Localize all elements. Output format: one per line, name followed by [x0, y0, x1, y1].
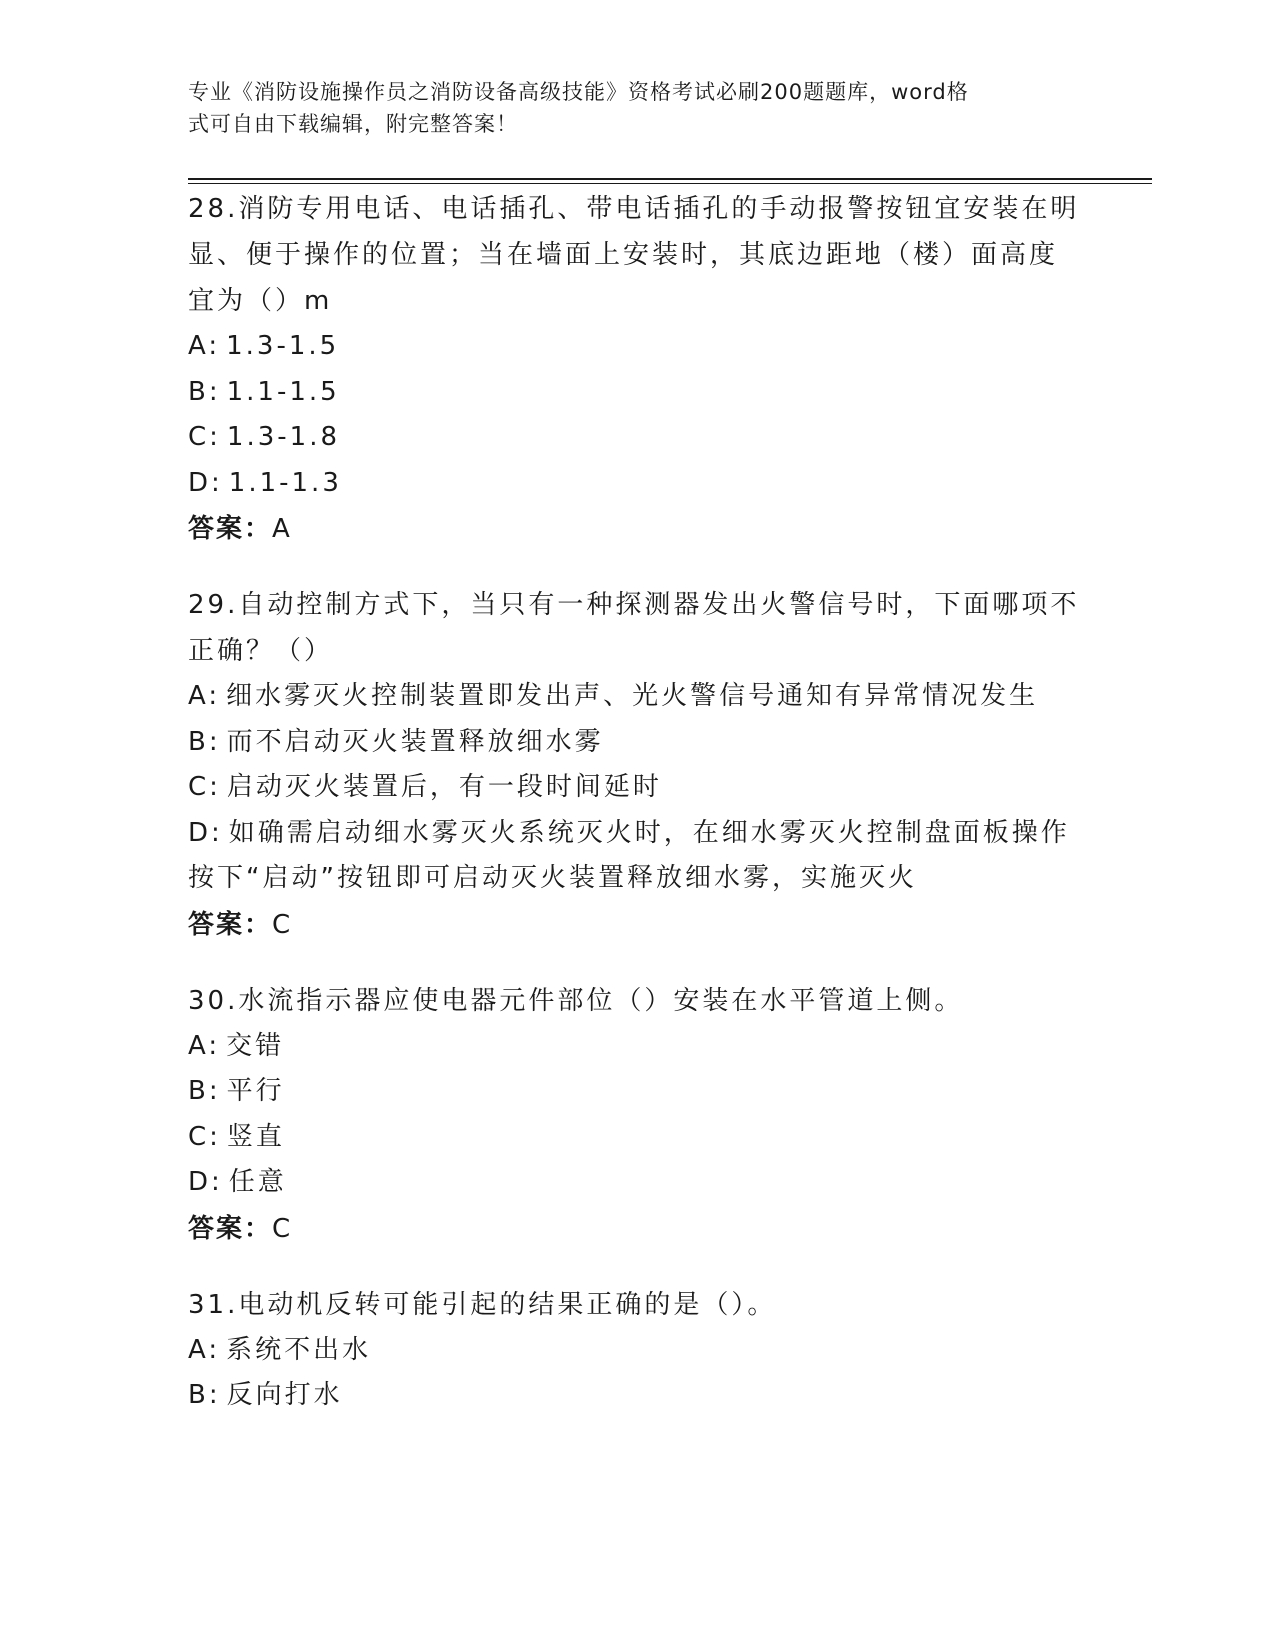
option-text: 交错 — [226, 1030, 285, 1061]
option-text: 细水雾灭火控制装置即发出声、光火警信号通知有异常情况发生 — [226, 681, 1039, 711]
document-header — [188, 76, 1068, 140]
option-d — [188, 811, 1088, 857]
question-list — [188, 186, 1088, 1449]
question-stem: 28.消防专用电话、电话插孔、带电话插孔的手动报警按钮宜安装在明 — [188, 194, 1080, 224]
option-a — [188, 1328, 1088, 1374]
option-text: 而不启动灭火装置释放细水雾 — [226, 726, 604, 757]
option-text: 启动灭火装置后，有一段时间延时 — [226, 772, 662, 802]
option-key: C: — [188, 422, 221, 452]
option-text: 竖直 — [226, 1121, 285, 1152]
option-key: D: — [188, 1167, 223, 1197]
option-key: A: — [188, 1030, 221, 1061]
option-key: A: — [188, 1334, 221, 1365]
option-text: 系统不出水 — [226, 1334, 372, 1365]
option-c — [188, 1115, 1088, 1161]
option-a — [188, 1024, 1088, 1070]
question-stem: 31.电动机反转可能引起的结果正确的是（）。 — [188, 1289, 777, 1320]
option-text: 1.3-1.5 — [226, 331, 340, 361]
option-b — [188, 1069, 1088, 1115]
option-key: A: — [188, 331, 221, 361]
option-b — [188, 370, 1088, 416]
question-stem: 正确？（） — [188, 636, 334, 666]
answer-label: 答案： — [188, 514, 273, 544]
question-30 — [188, 978, 1088, 1252]
option-key: B: — [188, 376, 221, 407]
option-a — [188, 674, 1088, 720]
option-text: 如确需启动细水雾灭火系统灭火时，在细水雾灭火控制盘面板操作 — [228, 817, 1070, 848]
answer-line — [188, 1206, 1088, 1252]
header-line-1: 专业《消防设施操作员之消防设备高级技能》资格考试必刷200题题库，word格 — [188, 80, 969, 104]
option-text: 1.3-1.8 — [226, 422, 341, 452]
answer-line — [188, 506, 1088, 552]
option-text: 反向打水 — [226, 1380, 343, 1410]
question-31 — [188, 1282, 1088, 1419]
answer-line — [188, 902, 1088, 948]
header-divider-thin — [188, 183, 1152, 184]
option-b — [188, 1373, 1088, 1419]
option-key: D: — [188, 817, 223, 848]
option-text: 1.1-1.5 — [226, 376, 340, 407]
option-b — [188, 720, 1088, 766]
option-key: C: — [188, 772, 221, 802]
question-stem: 29.自动控制方式下，当只有一种探测器发出火警信号时，下面哪项不 — [188, 590, 1080, 620]
option-text: 任意 — [228, 1167, 287, 1197]
question-stem: 30.水流指示器应使电器元件部位（）安装在水平管道上侧。 — [188, 985, 964, 1016]
question-stem: 宜为（）m — [188, 286, 333, 316]
answer-value: C — [272, 909, 293, 940]
option-key: A: — [188, 681, 221, 711]
option-key: D: — [188, 467, 223, 498]
option-a — [188, 324, 1088, 370]
option-key: B: — [188, 726, 221, 757]
header-line-2: 式可自由下载编辑，附完整答案！ — [188, 112, 518, 136]
question-28 — [188, 186, 1088, 552]
option-d — [188, 461, 1088, 507]
answer-value: A — [272, 514, 292, 544]
option-d-continued: 按下“启动”按钮即可启动灭火装置释放细水雾，实施灭火 — [188, 863, 917, 893]
option-text: 1.1-1.3 — [228, 467, 342, 498]
answer-value: C — [272, 1213, 293, 1244]
answer-label: 答案： — [188, 909, 273, 940]
option-key: B: — [188, 1076, 221, 1106]
question-29 — [188, 582, 1088, 948]
option-key: C: — [188, 1121, 221, 1152]
option-d — [188, 1160, 1088, 1206]
option-c — [188, 765, 1088, 811]
answer-label: 答案： — [188, 1213, 273, 1244]
option-key: B: — [188, 1380, 221, 1410]
header-divider — [188, 178, 1152, 180]
option-c — [188, 415, 1088, 461]
question-stem: 显、便于操作的位置；当在墙面上安装时，其底边距地（楼）面高度 — [188, 240, 1059, 270]
option-text: 平行 — [226, 1076, 285, 1106]
